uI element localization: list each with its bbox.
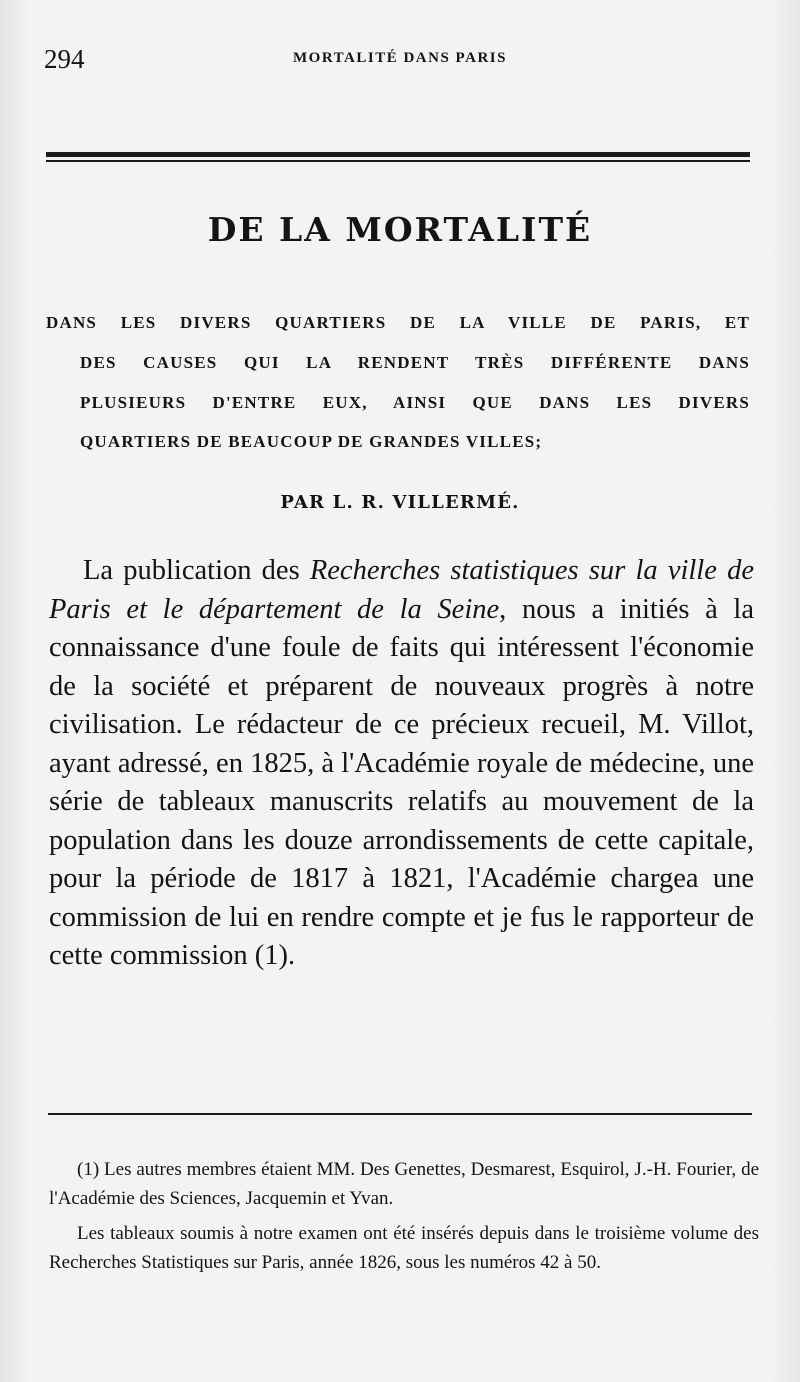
- subtitle-line: DANS LES DIVERS QUARTIERS DE LA VILLE DE PARIS, ET: [46, 313, 750, 332]
- subtitle-line: QUARTIERS DE BEAUCOUP DE GRANDES VILLES;: [80, 432, 543, 451]
- header-rule-thick: [46, 152, 750, 157]
- header-rule-thin: [46, 160, 750, 162]
- subtitle-line: DES CAUSES QUI LA RENDENT TRÈS DIFFÉRENTE DANS: [80, 353, 750, 372]
- cited-work-title: Recherches statistiques sur la ville de Paris et le département de la Seine: [49, 555, 754, 625]
- footnotes: [49, 1155, 759, 1277]
- body-rest: , nous a initiés à la connaissance d'une foule de faits qui intéressent l'économie de la société et préparent de nouveaux progrès à notre civilisation. Le rédacteur de ce précieux recueil, M. Villot, ayant adressé, en 1825, à l'Académie royale de médecine, une série de tableaux manuscrits relatifs au mouvement de la population dans les douze arrondissements de cette capitale, pour la période de 1817 à 1821, l'Académie chargea une commission de lui en rendre compte et je fus le rapporteur de cette commission (1).: [49, 593, 754, 971]
- subtitle-line: PLUSIEURS D'ENTRE EUX, AINSI QUE DANS LES DIVERS: [80, 393, 750, 412]
- footnote-rule: [48, 1113, 752, 1115]
- body-lead: La publication des: [83, 555, 310, 586]
- footnote: Les tableaux soumis à notre examen ont été insérés depuis dans le troisième volume des Recherches Statistiques sur Paris, année 1826, sous les numéros 42 à 50.: [49, 1223, 759, 1273]
- body-paragraph: [49, 552, 754, 976]
- footnote: (1) Les autres membres étaient MM. Des Genettes, Desmarest, Esquirol, J.-H. Fourier, de l'Académie des Sciences, Jacquemin et Yvan.: [49, 1159, 759, 1209]
- page-number: 294: [44, 44, 85, 74]
- chapter-title: DE LA MORTALITÉ: [207, 210, 593, 249]
- author-byline: PAR L. R. VILLERMÉ.: [280, 492, 520, 513]
- running-title: MORTALITÉ DANS PARIS: [293, 50, 507, 66]
